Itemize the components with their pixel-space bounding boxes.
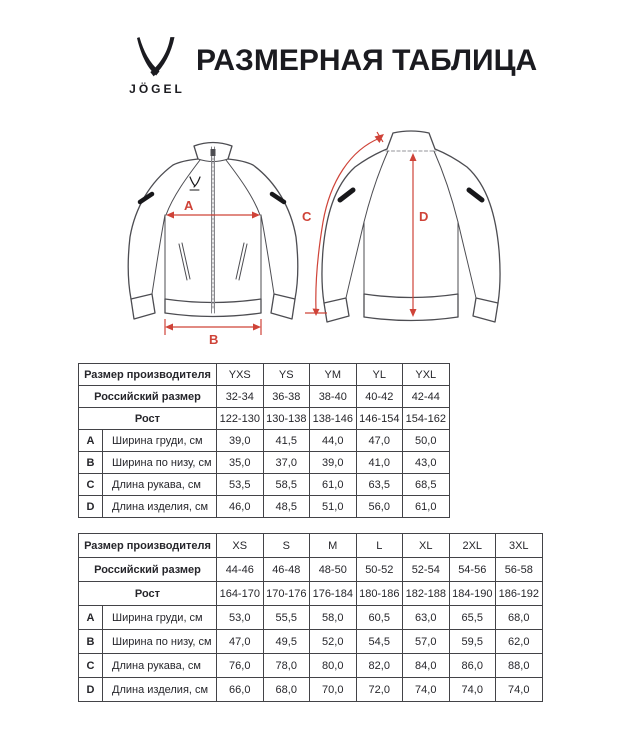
size-value: M	[310, 534, 357, 558]
table-measure-row	[79, 630, 543, 654]
measure-value: 37,0	[263, 452, 310, 474]
measure-letter: B	[79, 630, 103, 654]
row-label: Российский размер	[79, 386, 217, 408]
measure-name: Ширина по низу, см	[103, 452, 217, 474]
measure-value: 80,0	[310, 654, 357, 678]
measure-value: 70,0	[310, 678, 357, 702]
measure-name: Ширина груди, см	[103, 606, 217, 630]
measure-value: 65,5	[449, 606, 496, 630]
back-collar	[387, 131, 435, 149]
measure-value: 59,5	[449, 630, 496, 654]
table-measure-row	[79, 452, 450, 474]
table-header-row	[79, 386, 450, 408]
table-measure-row	[79, 678, 543, 702]
table-measure-row	[79, 606, 543, 630]
size-value: YXL	[403, 364, 450, 386]
measure-value: 51,0	[310, 496, 357, 518]
measure-label-b: B	[209, 332, 219, 347]
size-value: 176-184	[310, 582, 357, 606]
size-value: 38-40	[310, 386, 357, 408]
back-stripe-left	[340, 190, 353, 200]
measure-letter: D	[79, 496, 103, 518]
measure-arrow-a	[166, 212, 260, 219]
size-value: 2XL	[449, 534, 496, 558]
size-value: 146-154	[356, 408, 403, 430]
size-value: XS	[217, 534, 264, 558]
measure-value: 88,0	[496, 654, 543, 678]
size-value: L	[356, 534, 403, 558]
front-jacket-drawing	[128, 143, 298, 320]
front-cuff-right	[271, 294, 295, 319]
measure-value: 39,0	[217, 430, 264, 452]
measure-value: 63,5	[356, 474, 403, 496]
size-value: 180-186	[356, 582, 403, 606]
measure-value: 63,0	[403, 606, 450, 630]
measure-value: 41,5	[263, 430, 310, 452]
measure-arrow-d	[410, 153, 417, 317]
table-measure-row	[79, 474, 450, 496]
measure-value: 35,0	[217, 452, 264, 474]
measure-value: 66,0	[217, 678, 264, 702]
size-value: 184-190	[449, 582, 496, 606]
size-value: 36-38	[263, 386, 310, 408]
table-header-row	[79, 364, 450, 386]
measure-value: 58,0	[310, 606, 357, 630]
brand-name: JÖGEL	[129, 82, 185, 96]
measure-value: 55,5	[263, 606, 310, 630]
size-value: 164-170	[217, 582, 264, 606]
size-value: 182-188	[403, 582, 450, 606]
size-value: XL	[403, 534, 450, 558]
back-cuff-right	[473, 298, 498, 322]
size-value: 52-54	[403, 558, 450, 582]
measure-letter: C	[79, 474, 103, 496]
measure-value: 82,0	[356, 654, 403, 678]
chest-logo-icon	[190, 177, 200, 190]
measure-letter: A	[79, 430, 103, 452]
row-label: Размер производителя	[79, 534, 217, 558]
front-cuff-left	[131, 294, 155, 319]
measure-value: 76,0	[217, 654, 264, 678]
measure-value: 47,0	[217, 630, 264, 654]
measure-label-d: D	[419, 209, 429, 224]
measure-value: 86,0	[449, 654, 496, 678]
size-value: 186-192	[496, 582, 543, 606]
measure-letter: D	[79, 678, 103, 702]
measure-value: 50,0	[403, 430, 450, 452]
measure-letter: C	[79, 654, 103, 678]
size-value: 122-130	[217, 408, 264, 430]
size-value: 138-146	[310, 408, 357, 430]
measure-value: 78,0	[263, 654, 310, 678]
size-table-adult	[78, 533, 543, 702]
measure-value: 54,5	[356, 630, 403, 654]
measure-value: 47,0	[356, 430, 403, 452]
row-label: Российский размер	[79, 558, 217, 582]
row-label: Размер производителя	[79, 364, 217, 386]
measure-name: Длина изделия, см	[103, 496, 217, 518]
measure-value: 52,0	[310, 630, 357, 654]
table-header-row	[79, 534, 543, 558]
page-title: РАЗМЕРНАЯ ТАБЛИЦА	[196, 44, 538, 77]
brand-logo	[112, 36, 202, 106]
size-value: YS	[263, 364, 310, 386]
size-value: 130-138	[263, 408, 310, 430]
size-value: S	[263, 534, 310, 558]
measure-value: 49,5	[263, 630, 310, 654]
measure-name: Ширина груди, см	[103, 430, 217, 452]
measure-name: Длина рукава, см	[103, 474, 217, 496]
size-value: 44-46	[217, 558, 264, 582]
size-value: YXS	[217, 364, 264, 386]
measure-letter: B	[79, 452, 103, 474]
measure-value: 74,0	[496, 678, 543, 702]
pocket-left	[179, 243, 190, 280]
measure-value: 68,0	[263, 678, 310, 702]
size-value: 50-52	[356, 558, 403, 582]
measure-value: 43,0	[403, 452, 450, 474]
jogel-logo-icon	[137, 36, 177, 80]
measure-label-c: C	[302, 209, 312, 224]
pocket-right	[236, 243, 247, 280]
size-value: 40-42	[356, 386, 403, 408]
measure-value: 68,5	[403, 474, 450, 496]
measure-value: 72,0	[356, 678, 403, 702]
measure-value: 60,5	[356, 606, 403, 630]
size-value: 154-162	[403, 408, 450, 430]
measure-value: 46,0	[217, 496, 264, 518]
size-value: 42-44	[403, 386, 450, 408]
size-value: 170-176	[263, 582, 310, 606]
size-value: 46-48	[263, 558, 310, 582]
measure-value: 68,0	[496, 606, 543, 630]
measure-value: 56,0	[356, 496, 403, 518]
table-measure-row	[79, 430, 450, 452]
size-value: 56-58	[496, 558, 543, 582]
measure-value: 41,0	[356, 452, 403, 474]
measure-value: 53,0	[217, 606, 264, 630]
back-stripe-right	[469, 190, 482, 200]
back-cuff-left	[324, 298, 349, 322]
size-value: 32-34	[217, 386, 264, 408]
table-header-row	[79, 408, 450, 430]
measure-name: Длина рукава, см	[103, 654, 217, 678]
measure-value: 39,0	[310, 452, 357, 474]
row-label: Рост	[79, 408, 217, 430]
size-value: YM	[310, 364, 357, 386]
measure-value: 74,0	[449, 678, 496, 702]
measure-letter: A	[79, 606, 103, 630]
measure-value: 53,5	[217, 474, 264, 496]
size-value: 48-50	[310, 558, 357, 582]
measure-value: 62,0	[496, 630, 543, 654]
size-value: 54-56	[449, 558, 496, 582]
row-label: Рост	[79, 582, 217, 606]
size-value: 3XL	[496, 534, 543, 558]
measure-name: Ширина по низу, см	[103, 630, 217, 654]
back-waistband	[364, 294, 458, 298]
measure-value: 57,0	[403, 630, 450, 654]
measure-value: 61,0	[310, 474, 357, 496]
table-header-row	[79, 582, 543, 606]
measure-value: 84,0	[403, 654, 450, 678]
jacket-diagrams	[80, 122, 540, 360]
zipper-pull	[211, 149, 216, 156]
table-measure-row	[79, 496, 450, 518]
table-header-row	[79, 558, 543, 582]
measure-value: 61,0	[403, 496, 450, 518]
measure-name: Длина изделия, см	[103, 678, 217, 702]
measure-value: 44,0	[310, 430, 357, 452]
measure-value: 74,0	[403, 678, 450, 702]
zipper	[212, 147, 215, 313]
measure-value: 58,5	[263, 474, 310, 496]
size-table-youth	[78, 363, 450, 518]
jacket-diagram-svg	[80, 122, 540, 360]
table-measure-row	[79, 654, 543, 678]
measure-arrow-c	[305, 132, 384, 316]
measure-label-a: A	[184, 198, 194, 213]
size-value: YL	[356, 364, 403, 386]
measure-value: 48,5	[263, 496, 310, 518]
